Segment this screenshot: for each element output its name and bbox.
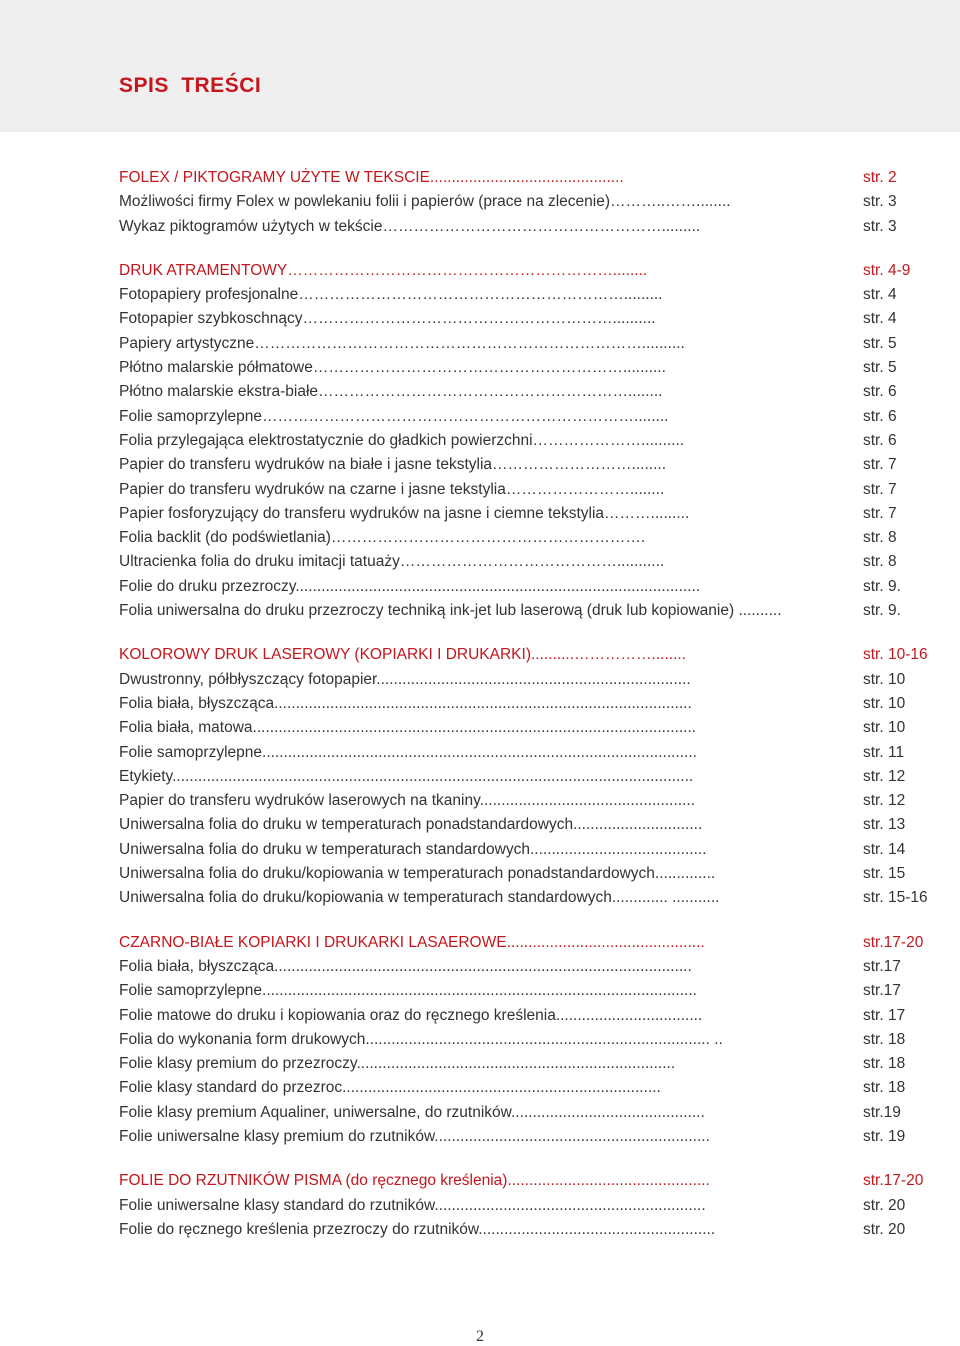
toc-page-ref: str. 18: [863, 1030, 906, 1048]
toc-entry-title: Folie uniwersalne klasy standard do rzutników...............................................................: [119, 1196, 706, 1214]
toc-section-druk-atramentowy: [119, 259, 939, 623]
toc-page-ref: str. 4-9: [863, 261, 911, 279]
toc-entry-title: Uniwersalna folia do druku w temperaturach standardowych.........................................: [119, 840, 707, 858]
toc-entry-title: Uniwersalna folia do druku w temperaturach ponadstandardowych..............................: [119, 816, 703, 834]
toc-page-ref: str. 2: [863, 169, 897, 186]
toc-page-ref: str. 18: [863, 1079, 906, 1097]
toc-entry-title: Folia uniwersalna do druku przezroczy techniką ink-jet lub laserową (druk lub kopiowanie) ..........: [119, 602, 782, 620]
toc-entry[interactable]: [119, 813, 939, 837]
toc-page-ref: str. 18: [863, 1055, 906, 1073]
toc-entry[interactable]: [119, 283, 939, 307]
toc-page-ref: str. 7: [863, 456, 897, 474]
toc-entry[interactable]: [119, 332, 939, 356]
toc-entry-title: Folie matowe do druku i kopiowania oraz do ręcznego kreślenia..................................: [119, 1006, 703, 1024]
toc-page-ref: str. 4: [863, 286, 897, 304]
toc-entry-title: Folia przylegająca elektrostatycznie do gładkich powierzchni…………………..........: [119, 431, 685, 449]
toc-entry-title: Folia backlit (do podświetlania)…………………………………………………….: [119, 529, 646, 547]
toc-page-ref: str. 10: [863, 694, 906, 712]
toc-page-ref: str. 10: [863, 670, 906, 688]
header-band: [0, 0, 960, 132]
toc-heading-title: FOLIE DO RZUTNIKÓW PISMA (do ręcznego kreślenia)...............................................: [119, 1172, 710, 1190]
toc-entry-title: Folie klasy standard do przezroc..........................................................................: [119, 1079, 661, 1097]
toc-entry-title: Folie samoprzylepne.....................................................................................................: [119, 982, 697, 1000]
toc-heading-title: DRUK ATRAMENTOWY………………………………………………………........: [119, 261, 648, 279]
toc-entry[interactable]: [119, 526, 939, 550]
toc-entry[interactable]: [119, 599, 939, 623]
toc-page-ref: str.17-20: [863, 933, 924, 951]
toc-page-ref: str. 6: [863, 407, 897, 425]
toc-page-ref: str. 7: [863, 480, 897, 498]
toc-entry-title: Dwustronny, półbłyszczący fotopapier.........................................................................: [119, 670, 691, 688]
toc-page-ref: str. 10: [863, 719, 906, 737]
toc-page-ref: str. 20: [863, 1220, 906, 1238]
toc-page-ref: str. 6: [863, 431, 897, 449]
toc-entry[interactable]: [119, 668, 939, 692]
toc-section-heading[interactable]: [119, 643, 939, 667]
toc-section-folie-do-rzutnikow: [119, 1169, 939, 1242]
toc-entry-title: Papier do transferu wydruków na czarne i jasne tekstylia……………………........: [119, 480, 665, 498]
toc-entry-title: Folie do druku przezroczy..............................................................................................: [119, 577, 701, 595]
toc-entry-title: Etykiety.........................................................................................................................: [119, 767, 694, 785]
toc-entry[interactable]: [119, 838, 939, 862]
toc-entry-title: Papier do transferu wydruków na białe i jasne tekstylia………………………........: [119, 456, 667, 474]
toc-entry[interactable]: [119, 955, 939, 979]
toc-entry-title: Wykaz piktogramów użytych w tekście……………………………………………….........: [119, 217, 701, 235]
toc-entry-title: Folia biała, błyszcząca.................................................................................................: [119, 957, 692, 975]
toc-entry[interactable]: [119, 453, 939, 477]
toc-entry-title: Folia biała, matowa.......................................................................................................: [119, 719, 697, 737]
toc-page-ref: str.19: [863, 1103, 901, 1121]
toc-entry[interactable]: [119, 716, 939, 740]
table-of-contents: [119, 166, 939, 1262]
toc-page-ref: str. 12: [863, 767, 906, 785]
toc-entry[interactable]: [119, 1052, 939, 1076]
toc-page-ref: str. 8: [863, 553, 897, 571]
toc-page-ref: str.17: [863, 982, 901, 1000]
toc-entry[interactable]: [119, 429, 939, 453]
toc-entry-title: Płótno malarskie ekstra-białe……………………………………………………........: [119, 383, 663, 401]
toc-entry[interactable]: [119, 405, 939, 429]
toc-page-ref: str. 3: [863, 193, 897, 211]
toc-entry[interactable]: [119, 1004, 939, 1028]
toc-section-folex: [119, 166, 939, 239]
toc-entry[interactable]: [119, 575, 939, 599]
toc-entry-title: Folie klasy premium Aqualiner, uniwersalne, do rzutników.............................................: [119, 1103, 705, 1121]
toc-entry[interactable]: [119, 1125, 939, 1149]
toc-entry[interactable]: [119, 1194, 939, 1218]
toc-entry[interactable]: [119, 190, 939, 214]
toc-page-ref: str. 13: [863, 816, 906, 834]
toc-entry[interactable]: [119, 502, 939, 526]
toc-page-ref: str. 17: [863, 1006, 906, 1024]
toc-entry[interactable]: [119, 692, 939, 716]
toc-entry[interactable]: [119, 1076, 939, 1100]
toc-page-ref: str. 14: [863, 840, 906, 858]
toc-entry-title: Płótno malarskie półmatowe……………………………………………………..........: [119, 359, 666, 377]
toc-page-ref: str. 8: [863, 529, 897, 547]
toc-page-ref: str. 5: [863, 334, 897, 352]
toc-entry-title: Papier do transferu wydruków laserowych na tkaniny..................................................: [119, 792, 696, 810]
toc-entry-title: Możliwości firmy Folex w powlekaniu folii i papierów (prace na zlecenie)………..……........: [119, 193, 731, 211]
toc-page-ref: str. 15: [863, 865, 906, 883]
toc-entry-title: Folia biała, błyszcząca.................................................................................................: [119, 694, 692, 712]
toc-entry-title: Papier fosforyzujący do transferu wydruków na jasne i ciemne tekstylia……….........: [119, 504, 690, 522]
toc-entry-title: Folie samoprzylepne………………………………………………………………........: [119, 407, 669, 425]
toc-entry-title: Fotopapiery profesjonalne……………………………………………………….........: [119, 286, 663, 304]
toc-entry-title: Papiery artystyczne…………………………………………………………………..........: [119, 334, 685, 352]
toc-entry-title: Uniwersalna folia do druku/kopiowania w temperaturach ponadstandardowych..............: [119, 865, 716, 883]
toc-entry[interactable]: [119, 215, 939, 239]
toc-section-heading[interactable]: [119, 1169, 939, 1193]
toc-page-ref: str.17: [863, 957, 901, 975]
toc-page-ref: str. 9.: [863, 602, 901, 620]
toc-page-ref: str. 11: [863, 743, 905, 761]
toc-entry[interactable]: [119, 478, 939, 502]
toc-page-ref: str.17-20: [863, 1172, 924, 1190]
toc-entry[interactable]: [119, 765, 939, 789]
toc-entry[interactable]: [119, 886, 939, 910]
toc-entry[interactable]: [119, 550, 939, 574]
toc-entry[interactable]: [119, 356, 939, 380]
toc-entry-title: Folia do wykonania form drukowych................................................................................ ..: [119, 1030, 723, 1048]
toc-entry-title: Ultracienka folia do druku imitacji tatuaży……………………………………...........: [119, 553, 665, 571]
toc-page-ref: str. 12: [863, 792, 906, 810]
toc-page-ref: str. 20: [863, 1196, 906, 1214]
toc-page-ref: str. 15-16: [863, 889, 928, 907]
toc-page-ref: str. 6: [863, 383, 897, 401]
toc-entry-title: Uniwersalna folia do druku/kopiowania w temperaturach standardowych............. ...........: [119, 889, 720, 907]
page-number: 2: [476, 1328, 484, 1345]
page-title: SPIS TREŚCI: [119, 74, 262, 97]
toc-page-ref: str. 7: [863, 504, 897, 522]
toc-entry-title: Folie samoprzylepne.....................................................................................................: [119, 743, 697, 761]
toc-page-ref: str. 4: [863, 310, 897, 328]
toc-entry-title: Folie do ręcznego kreślenia przezroczy do rzutników.......................................................: [119, 1220, 716, 1238]
toc-entry[interactable]: [119, 307, 939, 331]
toc-page-ref: str. 3: [863, 217, 897, 235]
toc-page-ref: str. 9.: [863, 577, 901, 595]
toc-entry[interactable]: [119, 1218, 939, 1242]
toc-entry[interactable]: [119, 979, 939, 1003]
toc-page-ref: str. 10-16: [863, 646, 928, 664]
toc-entry[interactable]: [119, 741, 939, 765]
toc-section-czarno-biale: [119, 931, 939, 1150]
toc-page-ref: str. 5: [863, 359, 897, 377]
toc-entry-title: Folie uniwersalne klasy premium do rzutników................................................................: [119, 1127, 710, 1145]
toc-section-heading[interactable]: [119, 931, 939, 955]
toc-heading-title: FOLEX / PIKTOGRAMY UŻYTE W TEKSCIE.............................................: [119, 169, 624, 186]
toc-entry[interactable]: [119, 1028, 939, 1052]
toc-entry-title: Fotopapier szybkoschnący……………………………………………………..........: [119, 310, 656, 328]
toc-entry[interactable]: [119, 380, 939, 404]
toc-entry[interactable]: [119, 1101, 939, 1125]
toc-entry-title: Folie klasy premium do przezroczy..........................................................................: [119, 1055, 676, 1073]
toc-section-kolorowy-druk-laserowy: [119, 643, 939, 910]
toc-heading-title: CZARNO-BIAŁE KOPIARKI I DRUKARKI LASAEROWE..............................................: [119, 933, 705, 951]
toc-section-heading[interactable]: [119, 166, 939, 190]
toc-section-heading[interactable]: [119, 259, 939, 283]
toc-entry[interactable]: [119, 789, 939, 813]
toc-entry[interactable]: [119, 862, 939, 886]
toc-heading-title: KOLOROWY DRUK LASEROWY (KOPIARKI I DRUKARKI)..........……………........: [119, 646, 686, 664]
toc-page-ref: str. 19: [863, 1127, 906, 1145]
